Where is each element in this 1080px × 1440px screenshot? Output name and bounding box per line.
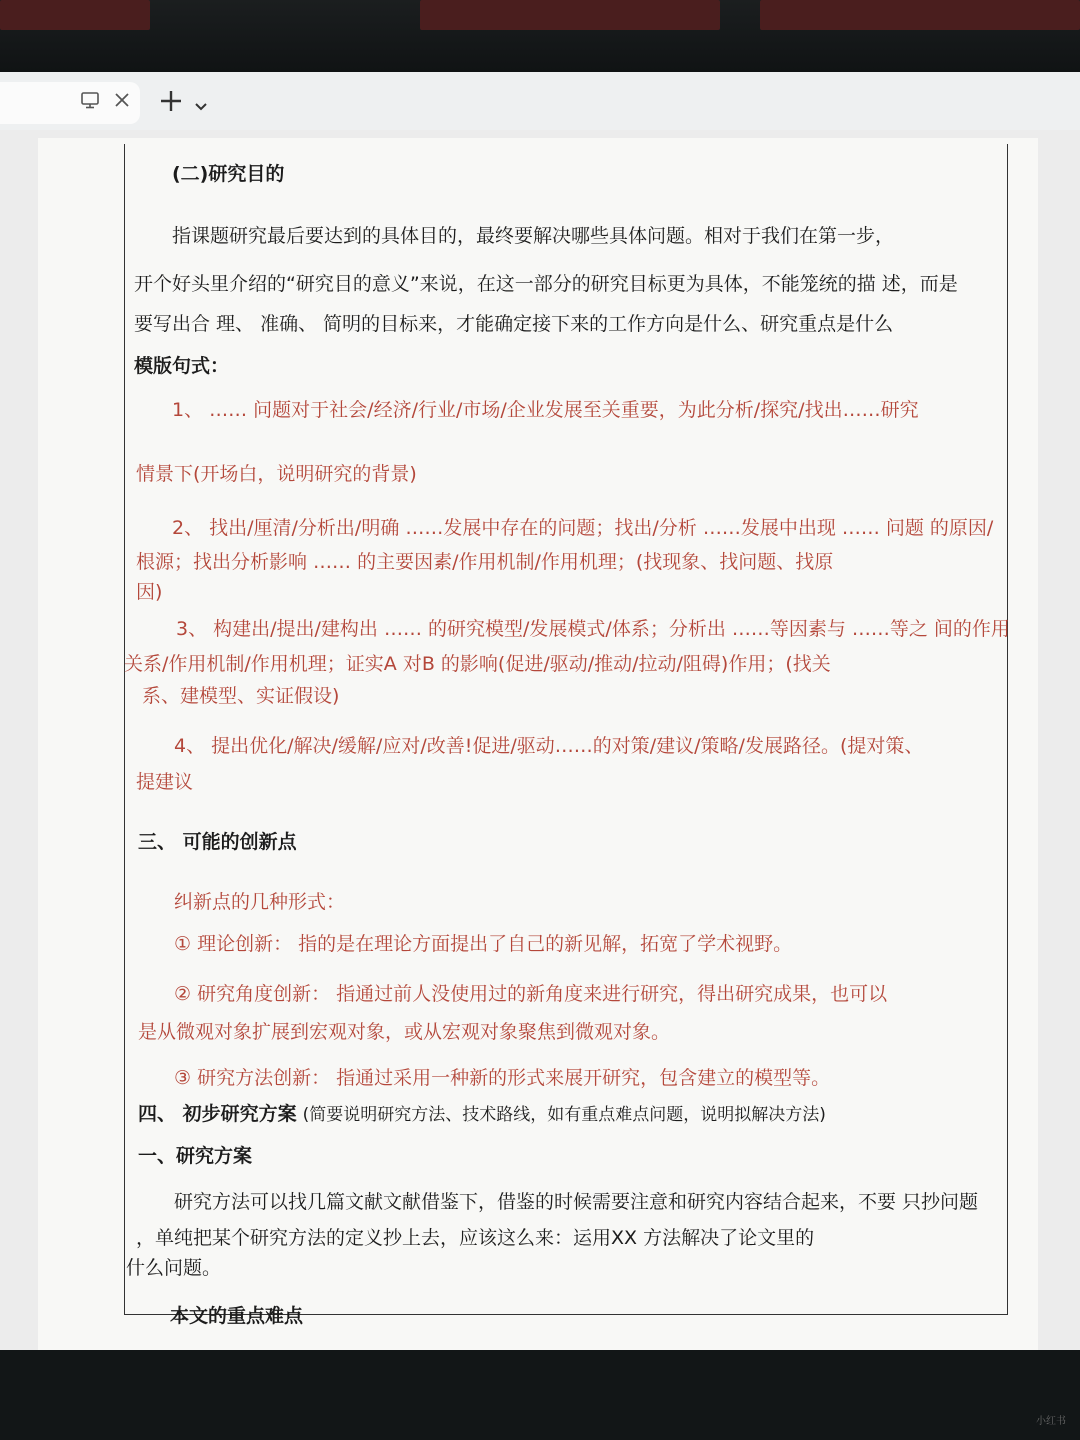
innovation-item-3: ③ 研究方法创新： 指通过采用一种新的形式来展开研究，包含建立的模型等。 bbox=[174, 1067, 831, 1089]
method-paragraph-cont: ，单纯把某个研究方法的定义抄上去，应该这么来：运用XX 方法解决了论文里的 bbox=[136, 1227, 815, 1249]
section-3-heading: 三、 可能的创新点 bbox=[138, 831, 297, 853]
watermark: 小红书 bbox=[1036, 1416, 1066, 1427]
monitor-icon bbox=[80, 90, 100, 116]
bezel-decor-right bbox=[760, 0, 1080, 30]
close-icon[interactable] bbox=[112, 90, 132, 116]
subsection-1-heading: 一、研究方案 bbox=[138, 1145, 253, 1167]
method-paragraph: 研究方法可以找几篇文献文献借鉴下，借鉴的时候需要注意和研究内容结合起来，不要 只抄问题 bbox=[174, 1191, 979, 1213]
template-item-4: 4、 提出优化/解决/缓解/应对/改善!促进/驱动……的对策/建议/策略/发展路径。(提对策、 bbox=[174, 735, 924, 757]
template-item-2: 2、 找出/厘清/分析出/明确 ……发展中存在的问题；找出/分析 ……发展中出现 …… 问题 的原因/ bbox=[172, 517, 994, 539]
method-paragraph-cont: 什么问题。 bbox=[126, 1257, 222, 1279]
section-4-title: 四、 初步研究方案 bbox=[138, 1103, 297, 1125]
template-item-3: 3、 构建出/提出/建构出 …… 的研究模型/发展模式/体系；分析出 ……等因素与 ……等之 间的作用 bbox=[176, 618, 1010, 640]
paragraph-line: 开个好头里介绍的“研究目的意义”来说，在这一部分的研究目标更为具体，不能笼统的描 述，而是 bbox=[134, 273, 958, 295]
browser-tab-bar bbox=[0, 72, 1080, 130]
plus-icon[interactable] bbox=[158, 88, 184, 120]
section-4-note: (简要说明研究方法、技术路线，如有重点难点问题，说明拟解决方法) bbox=[302, 1105, 826, 1125]
template-item-1-cont: 情景下(开场白，说明研究的背景) bbox=[136, 463, 417, 485]
innovation-intro: 纠新点的几种形式： bbox=[174, 891, 346, 913]
template-item-3-cont: 关系/作用机制/作用机理；证实A 对B 的影响(促进/驱动/推动/拉动/阻碍)作用；(找关 bbox=[124, 653, 831, 675]
innovation-item-1: ① 理论创新： 指的是在理论方面提出了自己的新见解，拓宽了学术视野。 bbox=[174, 933, 793, 955]
bezel-decor-center bbox=[420, 0, 720, 30]
bezel-decor-left bbox=[0, 0, 150, 30]
innovation-item-2: ② 研究角度创新： 指通过前人没使用过的新角度来进行研究，得出研究成果，也可以 bbox=[174, 983, 888, 1005]
template-heading: 模版句式： bbox=[134, 355, 230, 377]
template-item-2-cont: 根源；找出分析影响 …… 的主要因素/作用机制/作用机理；(找现象、找问题、找原 bbox=[136, 551, 834, 573]
paragraph-line: 指课题研究最后要达到的具体目的，最终要解决哪些具体问题。相对于我们在第一步， bbox=[172, 225, 895, 247]
screen bbox=[0, 72, 1080, 1350]
section-4-heading bbox=[138, 1102, 826, 1127]
monitor-bezel-bottom bbox=[0, 1350, 1080, 1440]
monitor-bezel-top bbox=[0, 0, 1080, 72]
key-points-heading: 本文的重点难点 bbox=[170, 1305, 304, 1327]
browser-tab[interactable] bbox=[0, 82, 140, 124]
template-item-1: 1、 …… 问题对于社会/经济/行业/市场/企业发展至关重要，为此分析/探究/找出……研究 bbox=[172, 399, 919, 421]
paragraph-line: 要写出合 理、 准确、 简明的目标来，才能确定接下来的工作方向是什么、研究重点是什么 bbox=[134, 313, 894, 335]
innovation-item-2-cont: 是从微观对象扩展到宏观对象，或从宏观对象聚焦到微观对象。 bbox=[138, 1021, 671, 1043]
chevron-down-icon[interactable] bbox=[194, 94, 208, 119]
template-item-4-cont: 提建议 bbox=[136, 771, 194, 793]
template-item-2-cont: 因) bbox=[136, 581, 163, 603]
template-item-3-cont: 系、建模型、实证假设) bbox=[142, 685, 340, 707]
heading-research-objective: (二)研究目的 bbox=[172, 163, 285, 185]
